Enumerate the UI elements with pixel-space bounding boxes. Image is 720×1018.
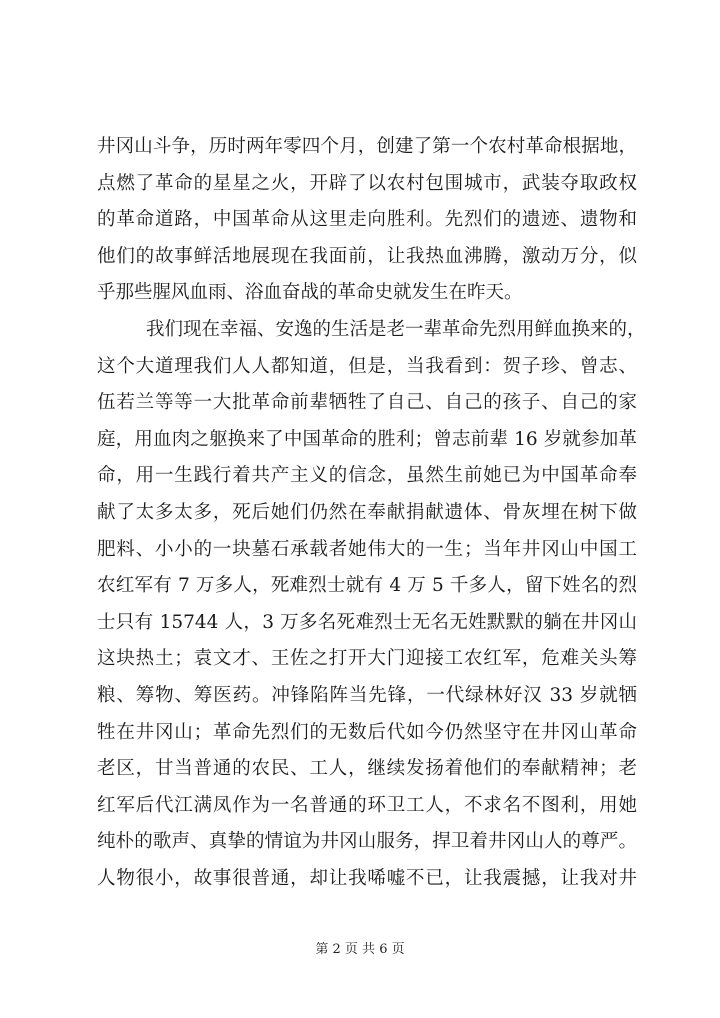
text-line: 士只有 15744 人，3 万多名死难烈士无名无姓默默的躺在井冈山	[97, 611, 637, 633]
text-line: 伍若兰等等一大批革命前辈牺牲了自己、自己的孩子、自己的家	[97, 392, 637, 414]
text-line: 这块热土；袁文才、王佐之打开大门迎接工农红军，危难关头筹	[97, 648, 637, 670]
text-line: 我们现在幸福、安逸的生活是老一辈革命先烈用鲜血换来的，	[146, 318, 646, 340]
text-line: 井冈山斗争，历时两年零四个月，创建了第一个农村革命根据地，	[97, 136, 637, 157]
paragraph-2	[97, 312, 646, 898]
text-line: 的革命道路，中国革命从这里走向胜利。先烈们的遗迹、遗物和	[97, 209, 637, 231]
text-line: 肥料、小小的一块墓石承载者她伟大的一生；当年井冈山中国工	[97, 538, 637, 560]
text-line: 献了太多太多，死后她们仍然在奉献捐献遗体、骨灰埋在树下做	[97, 501, 637, 523]
paragraph-1	[97, 129, 637, 312]
text-line: 人物很小，故事很普通，却让我唏嘘不已，让我震撼，让我对井	[97, 867, 637, 889]
text-line: 牲在井冈山；革命先烈们的无数后代如今仍然坚守在井冈山革命	[97, 721, 637, 743]
text-line: 点燃了革命的星星之火，开辟了以农村包围城市，武装夺取政权	[97, 172, 637, 194]
text-line: 粮、筹物、筹医药。冲锋陷阵当先锋，一代绿林好汉 33 岁就牺	[97, 684, 637, 706]
text-line: 这个大道理我们人人都知道，但是，当我看到：贺子珍、曾志、	[97, 355, 637, 377]
text-line: 乎那些腥风血雨、浴血奋战的革命史就发生在昨天。	[97, 282, 523, 304]
document-body	[97, 129, 646, 897]
text-line: 老区，甘当普通的农民、工人，继续发扬着他们的奉献精神；老	[97, 758, 637, 780]
page-number-footer: 第 2 页 共 6 页	[315, 942, 405, 957]
text-line: 红军后代江满凤作为一名普通的环卫工人，不求名不图利，用她	[97, 794, 637, 816]
text-line: 他们的故事鲜活地展现在我面前，让我热血沸腾，激动万分，似	[97, 245, 637, 267]
text-line: 庭，用血肉之躯换来了中国革命的胜利；曾志前辈 16 岁就参加革	[97, 428, 637, 450]
text-line: 农红军有 7 万多人，死难烈士就有 4 万 5 千多人，留下姓名的烈	[97, 575, 637, 597]
text-line: 命，用一生践行着共产主义的信念，虽然生前她已为中国革命奉	[97, 465, 637, 487]
text-line: 纯朴的歌声、真挚的情谊为井冈山服务，捍卫着井冈山人的尊严。	[97, 831, 637, 853]
